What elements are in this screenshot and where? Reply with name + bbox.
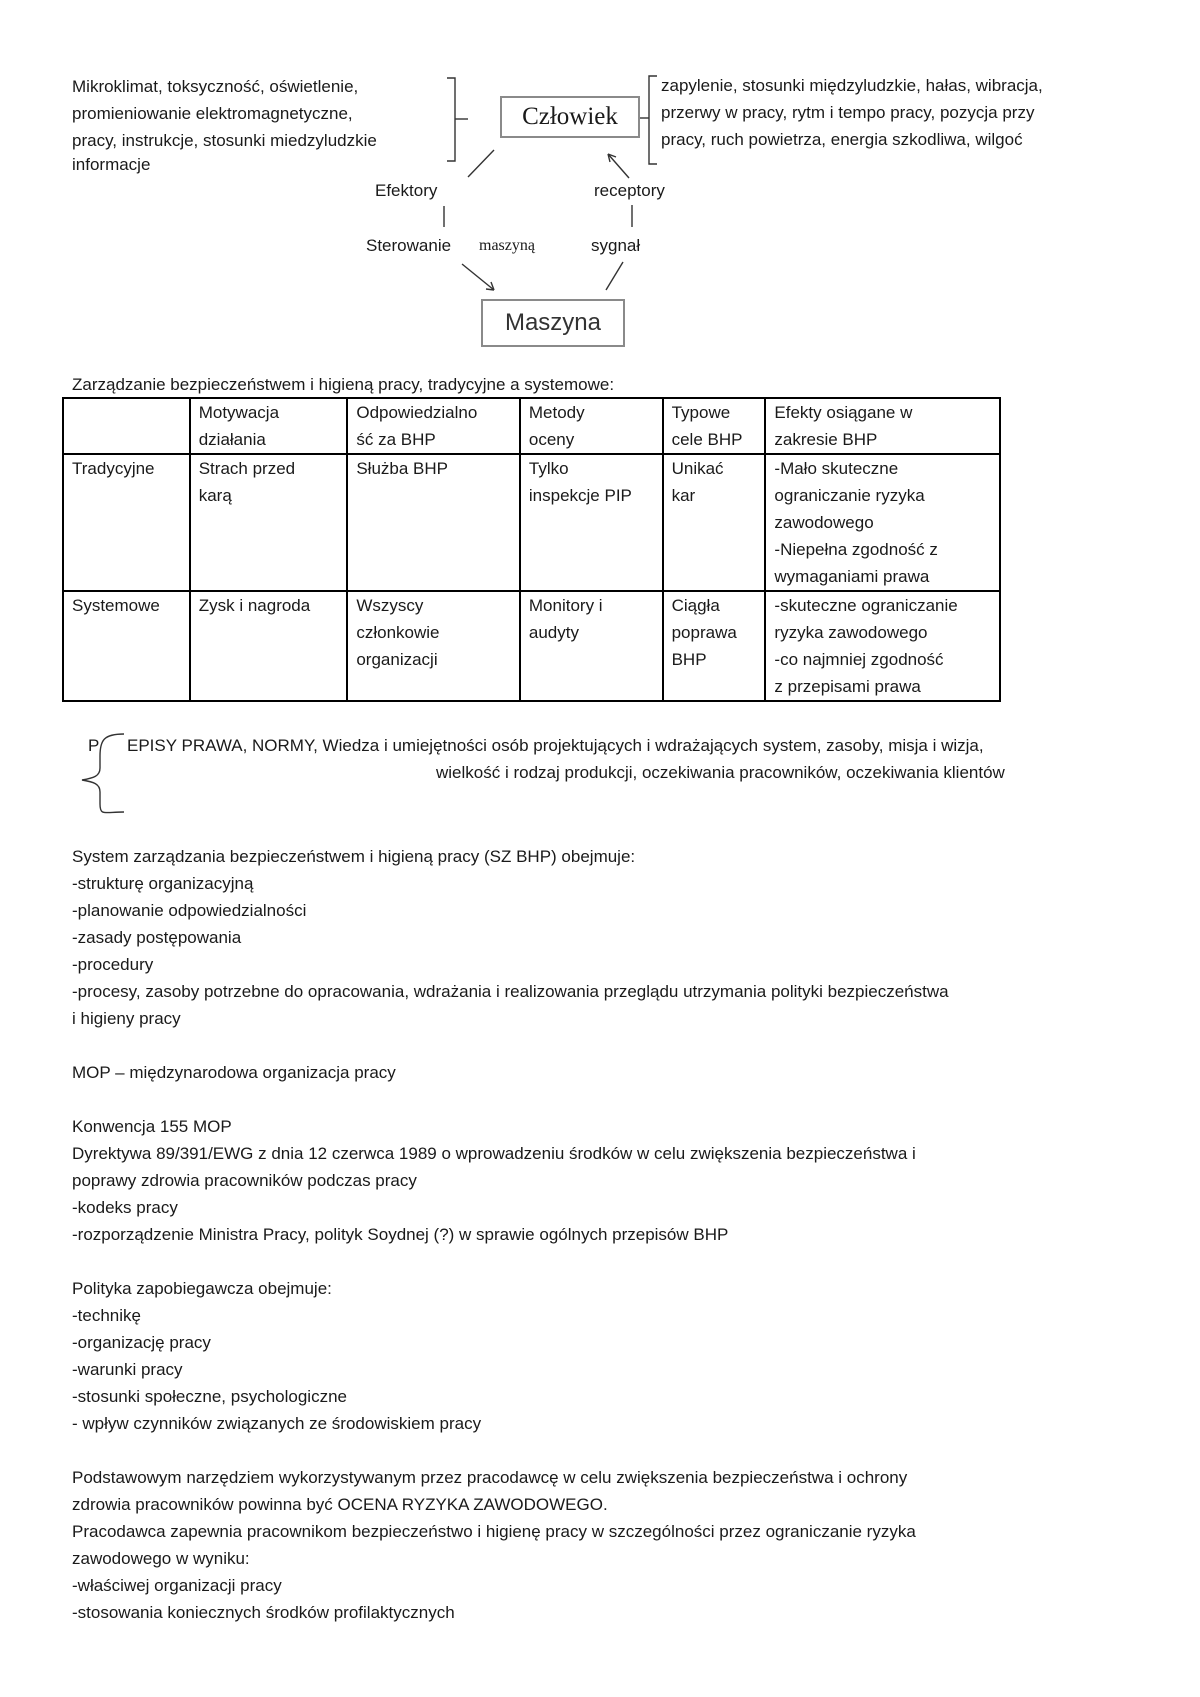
- right-bracket: [649, 76, 657, 164]
- receptors-to-human-line: [608, 154, 629, 178]
- policy-item: -technikę: [72, 1306, 141, 1325]
- human-box-label: Człowiek: [522, 103, 618, 130]
- table-cell-line: -skuteczne ograniczanie: [774, 596, 958, 615]
- table-caption: Zarządzanie bezpieczeństwem i higieną pracy, tradycyjne a systemowe:: [72, 375, 615, 394]
- table-cell-line: inspekcje PIP: [528, 486, 632, 505]
- risk-line: zawodowego w wyniku:: [72, 1549, 250, 1568]
- table-cell: [63, 591, 190, 701]
- table-cell: [663, 591, 766, 701]
- table-cell-line: kar: [671, 486, 696, 505]
- table-cell-line: zakresie BHP: [774, 430, 878, 449]
- table-cell-line: Odpowiedzialno: [356, 403, 478, 422]
- table-cell-line: Typowe: [671, 403, 731, 422]
- table-cell-line: Tradycyjne: [72, 459, 155, 478]
- table-cell-line: członkowie: [356, 623, 440, 642]
- brace-line-1: EPISY PRAWA, NORMY, Wiedza i umiejętności osób projektujących i wdrażających system, zasoby, misja i wizja,: [127, 736, 984, 755]
- law-line: Konwencja 155 MOP: [72, 1117, 232, 1136]
- table-cell: [663, 454, 766, 591]
- table-cell: [63, 454, 190, 591]
- effectors-label: Efektory: [375, 181, 438, 200]
- sz-item: i higieny pracy: [72, 1009, 181, 1028]
- table-cell-line: ryzyka zawodowego: [774, 623, 928, 642]
- policy-item: -stosunki społeczne, psychologiczne: [72, 1387, 347, 1406]
- policy-item: -warunki pracy: [72, 1360, 183, 1379]
- table-cell-line: oceny: [528, 430, 575, 449]
- table-cell-line: poprawa: [671, 623, 737, 642]
- human-to-effectors-line: [468, 150, 494, 177]
- table-cell-line: z przepisami prawa: [774, 677, 921, 696]
- control-label: Sterowanie: [366, 236, 452, 255]
- table-cell-line: Ciągła: [671, 596, 720, 615]
- left-bracket: [447, 78, 455, 161]
- table-cell: [347, 454, 520, 591]
- right-text-line: przerwy w pracy, rytm i tempo pracy, pozycja przy: [661, 103, 1035, 122]
- table-header-cell: [63, 398, 190, 454]
- left-text-line: Mikroklimat, toksyczność, oświetlenie,: [72, 77, 359, 96]
- machine-to-signal-line: [606, 262, 623, 290]
- table-header-cell: [520, 398, 663, 454]
- table-cell-line: Strach przed: [198, 459, 296, 478]
- table-cell: [765, 454, 1000, 591]
- table-header-cell: [663, 398, 766, 454]
- control-object-label: maszyną: [479, 237, 535, 254]
- risk-line: -właściwej organizacji pracy: [72, 1576, 282, 1595]
- signal-label: sygnał: [591, 236, 641, 255]
- table-header-cell: [765, 398, 1000, 454]
- human-box: [500, 96, 640, 138]
- sz-item: -procesy, zasoby potrzebne do opracowania, wdrażania i realizowania przeglądu utrzymania polityki bezpieczeństwa: [72, 982, 949, 1001]
- table-cell-line: Tylko: [528, 459, 569, 478]
- table-cell-line: działania: [198, 430, 266, 449]
- left-text-line: promieniowanie elektromagnetyczne,: [72, 104, 353, 123]
- policy-item: -organizację pracy: [72, 1333, 211, 1352]
- law-line: poprawy zdrowia pracowników podczas pracy: [72, 1171, 417, 1190]
- right-text-line: zapylenie, stosunki międzyludzkie, hałas, wibracja,: [661, 76, 1043, 95]
- table-cell-line: -Mało skuteczne: [774, 459, 899, 478]
- brace-prefix: P: [88, 736, 100, 755]
- law-line: -rozporządzenie Ministra Pracy, polityk Soydnej (?) w sprawie ogólnych przepisów BHP: [72, 1225, 729, 1244]
- table-cell: [520, 591, 663, 701]
- policy-item: - wpływ czynników związanych ze środowiskiem pracy: [72, 1414, 482, 1433]
- table-cell-line: BHP: [671, 650, 707, 669]
- table-cell-line: Unikać: [671, 459, 724, 478]
- table-cell-line: karą: [198, 486, 232, 505]
- table-cell-line: Metody: [528, 403, 585, 422]
- table-cell: [190, 454, 348, 591]
- table-cell-line: ść za BHP: [356, 430, 436, 449]
- table-cell-line: Systemowe: [72, 596, 160, 615]
- table-cell-line: Wszyscy: [356, 596, 424, 615]
- table-cell-line: -Niepełna zgodność z: [774, 540, 938, 559]
- diagram-right-text: [661, 72, 1043, 153]
- sz-intro: System zarządzania bezpieczeństwem i higieną pracy (SZ BHP) obejmuje:: [72, 847, 636, 866]
- receptors-label: receptory: [594, 181, 665, 200]
- table-header-cell: [190, 398, 348, 454]
- risk-line: Podstawowym narzędziem wykorzystywanym przez pracodawcę w celu zwiększenia bezpieczeństwa i ochrony: [72, 1468, 908, 1487]
- table-row: [63, 591, 1000, 701]
- table-cell-line: zawodowego: [774, 513, 874, 532]
- left-text-line: pracy, instrukcje, stosunki miedzyludzkie: [72, 131, 377, 150]
- table-header-cell: [347, 398, 520, 454]
- table-cell-line: cele BHP: [671, 430, 743, 449]
- table-cell-line: Efekty osiągane w: [774, 403, 913, 422]
- mop-line: MOP – międzynarodowa organizacja pracy: [72, 1063, 396, 1082]
- table-row: [63, 454, 1000, 591]
- table-cell-line: Służba BHP: [356, 459, 449, 478]
- table-cell-line: -co najmniej zgodność: [774, 650, 944, 669]
- table-cell-line: wymaganiami prawa: [774, 567, 930, 586]
- bhp-comparison-table: [62, 397, 1001, 702]
- table-cell: [765, 591, 1000, 701]
- diagram-left-text: [72, 73, 377, 178]
- table-cell: [520, 454, 663, 591]
- machine-box: [481, 299, 625, 347]
- sz-item: -procedury: [72, 955, 154, 974]
- right-text-line: pracy, ruch powietrza, energia szkodliwa, wilgoć: [661, 130, 1023, 149]
- law-line: -kodeks pracy: [72, 1198, 178, 1217]
- law-line: Dyrektywa 89/391/EWG z dnia 12 czerwca 1989 o wprowadzeniu środków w celu zwiększenia bezpieczeństwa i: [72, 1144, 916, 1163]
- left-text-line: informacje: [72, 155, 151, 174]
- table-cell-line: organizacji: [356, 650, 438, 669]
- table-cell-line: Zysk i nagroda: [198, 596, 311, 615]
- risk-line: -stosowania koniecznych środków profilaktycznych: [72, 1603, 455, 1622]
- table-cell-line: Motywacja: [198, 403, 280, 422]
- policy-intro: Polityka zapobiegawcza obejmuje:: [72, 1279, 332, 1298]
- sz-item: -planowanie odpowiedzialności: [72, 901, 307, 920]
- risk-line: zdrowia pracowników powinna być OCENA RYZYKA ZAWODOWEGO.: [72, 1495, 608, 1514]
- table-header-row: [63, 398, 1000, 454]
- table-cell: [190, 591, 348, 701]
- table-cell-line: ograniczanie ryzyka: [774, 486, 925, 505]
- risk-line: Pracodawca zapewnia pracownikom bezpieczeństwo i higienę pracy w szczególności przez ograniczanie ryzyka: [72, 1522, 916, 1541]
- machine-box-label: Maszyna: [504, 309, 602, 336]
- table-cell-line: Monitory i: [528, 596, 603, 615]
- brace-line-2: wielkość i rodzaj produkcji, oczekiwania pracowników, oczekiwania klientów: [436, 763, 1005, 782]
- sz-item: -strukturę organizacyjną: [72, 874, 254, 893]
- body-text: [72, 843, 1152, 1626]
- table-cell-line: audyty: [528, 623, 579, 642]
- table-body: [63, 398, 1000, 701]
- sz-item: -zasady postępowania: [72, 928, 242, 947]
- control-to-machine-line: [462, 264, 494, 290]
- table-cell: [347, 591, 520, 701]
